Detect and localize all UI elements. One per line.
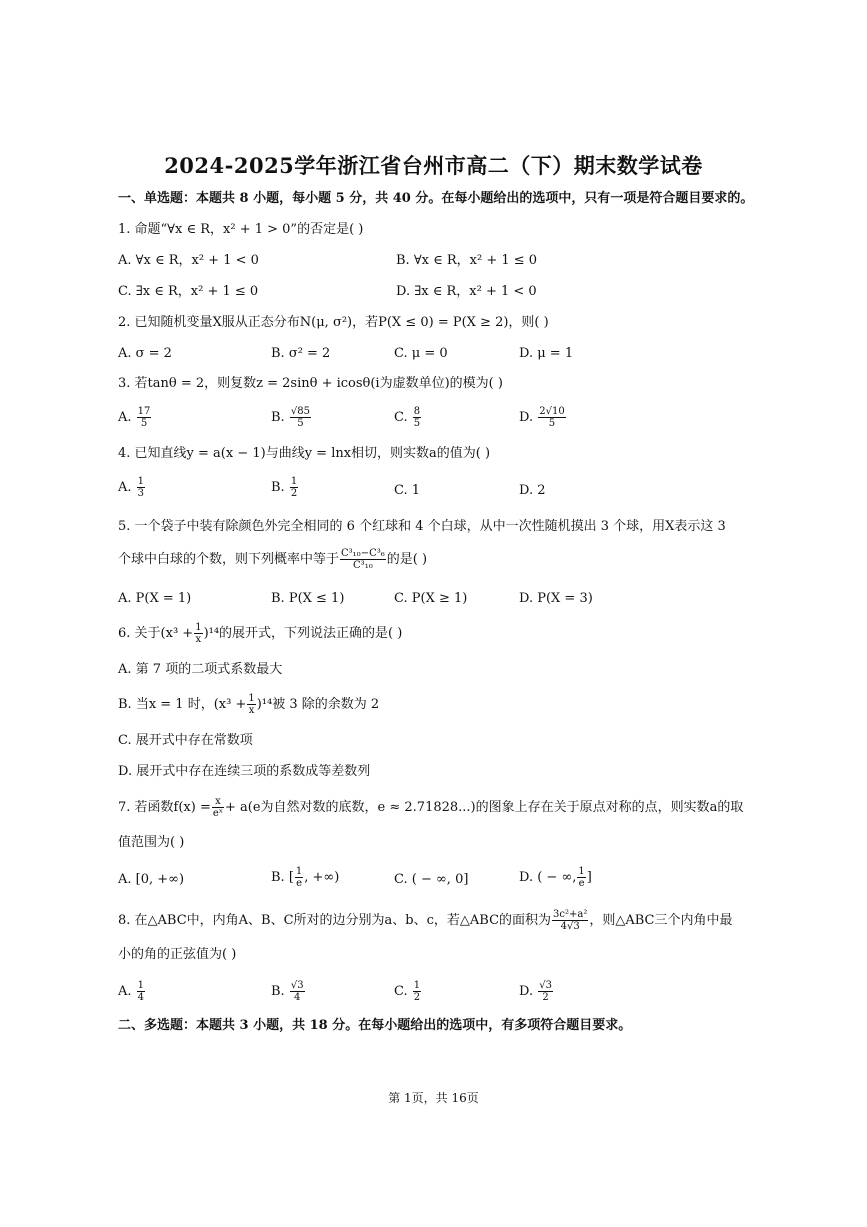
question-5-stem-line2: 个球中白球的个数，则下列概率中等于 $\frac{\text{C³₁₀−C³₆}}{\text{C³₁₀}}$ 的是( )	[118, 548, 428, 571]
fraction: $\frac{\text{C³₁₀−C³₆}}{\text{C³₁₀}}$	[341, 548, 385, 571]
fraction: $\frac{√3}{2}$	[539, 980, 552, 1003]
fraction: $\frac{17}{5}$	[137, 406, 151, 429]
fraction: $\frac{\text{3c²+a²}}{4√3}$	[553, 909, 588, 932]
question-4-option-d: D. 2	[519, 483, 546, 498]
question-6-option-c: C. 展开式中存在常数项	[118, 733, 253, 748]
question-7-option-a: A. [0, +∞)	[118, 872, 185, 887]
question-5-option-d: D. P(X = 3)	[519, 591, 593, 606]
question-1-option-a: A. ∀x ∈ R，x² + 1 < 0	[118, 253, 259, 268]
question-8-option-a: A. $\frac{1}{4}$	[118, 980, 145, 1003]
fraction: $\frac{1}{e}$	[578, 866, 585, 889]
question-6-option-b: B. 当x = 1 时，(x³ + $\frac{1}{x}$ )¹⁴被 3 除的余数为 2	[118, 693, 380, 716]
question-2-option-a: A. σ = 2	[118, 346, 172, 361]
question-4-option-a: A. $\frac{1}{3}$	[118, 476, 145, 499]
question-7-option-c: C. ( − ∞, 0]	[394, 872, 469, 887]
question-1-stem: 1. 命题“∀x ∈ R，x² + 1 > 0”的否定是( )	[118, 222, 364, 237]
fraction: $\frac{1}{2}$	[413, 980, 421, 1003]
fraction: $\frac{2√10}{5}$	[539, 406, 565, 429]
question-7-option-d: D. ( − ∞, $\frac{1}{e}$ ]	[519, 866, 592, 889]
question-7-stem-line2: 值范围为( )	[118, 835, 185, 850]
fraction: $\frac{8}{5}$	[413, 406, 421, 429]
fraction: $\frac{1}{e}$	[295, 866, 303, 889]
question-8-option-d: D. $\frac{√3}{2}$	[519, 980, 552, 1003]
question-2-stem: 2. 已知随机变量X服从正态分布N(μ, σ²)，若P(X ≤ 0) = P(X ≥ 2)，则( )	[118, 315, 549, 330]
question-4-option-c: C. 1	[394, 483, 421, 498]
fraction: $\frac{1}{x}$	[195, 622, 202, 645]
question-3-stem: 3. 若tanθ = 2，则复数z = 2sinθ + icosθ(i为虚数单位)的模为( )	[118, 376, 503, 391]
question-8-option-c: C. $\frac{1}{2}$	[394, 980, 421, 1003]
question-6-option-a: A. 第 7 项的二项式系数最大	[118, 662, 283, 677]
question-6-stem: 6. 关于(x³ + $\frac{1}{x}$ )¹⁴的展开式，下列说法正确的是( )	[118, 622, 403, 645]
section-multi-choice-heading: 二、多选题：本题共 3 小题，共 18 分。在每小题给出的选项中，有多项符合题目要求。	[118, 1018, 632, 1033]
section-single-choice-heading: 一、单选题：本题共 8 小题，每小题 5 分，共 40 分。在每小题给出的选项中，只有一项是符合题目要求的。	[118, 191, 754, 206]
question-2-option-c: C. μ = 0	[394, 346, 448, 361]
question-1-option-c: C. ∃x ∈ R，x² + 1 ≤ 0	[118, 284, 259, 299]
question-2-option-b: B. σ² = 2	[271, 346, 331, 361]
question-7-option-b: B. [ $\frac{1}{e}$ , +∞)	[271, 866, 340, 889]
question-5-option-c: C. P(X ≥ 1)	[394, 591, 468, 606]
question-3-option-c: C. $\frac{8}{5}$	[394, 406, 421, 429]
fraction: $\frac{1}{x}$	[248, 693, 255, 716]
question-1-option-b: B. ∀x ∈ R，x² + 1 ≤ 0	[396, 253, 538, 268]
fraction: $\frac{1}{3}$	[137, 476, 145, 499]
question-8-stem-line1: 8. 在△ABC中，内角A、B、C所对的边分别为a、b、c，若△ABC的面积为 $\frac{\text{3c²+a²}}{4√3}$ ，则△ABC三个内角中最	[118, 909, 733, 932]
question-1-option-d: D. ∃x ∈ R，x² + 1 < 0	[396, 284, 537, 299]
question-2-option-d: D. μ = 1	[519, 346, 574, 361]
question-8-stem-line2: 小的角的正弦值为( )	[118, 947, 237, 962]
question-5-stem-line1: 5. 一个袋子中装有除颜色外完全相同的 6 个红球和 4 个白球，从中一次性随机摸出 3 个球，用X表示这 3	[118, 519, 726, 534]
exam-title: 2024-2025学年浙江省台州市高二（下）期末数学试卷	[164, 153, 703, 178]
question-3-option-a: A. $\frac{17}{5}$	[118, 406, 151, 429]
question-4-option-b: B. $\frac{1}{2}$	[271, 476, 298, 499]
question-7-stem-line1: 7. 若函数f(x) = $\frac{x}{\text{eˣ}}$ + a(e为自然对数的底数，e ≈ 2.71828...)的图象上存在关于原点对称的点，则实数a的取	[118, 796, 744, 819]
fraction: $\frac{x}{\text{eˣ}}$	[212, 796, 224, 819]
question-6-option-d: D. 展开式中存在连续三项的系数成等差数列	[118, 764, 371, 779]
fraction: $\frac{1}{4}$	[137, 980, 145, 1003]
page-footer: 第 1页，共 16页	[388, 1091, 479, 1105]
question-5-option-b: B. P(X ≤ 1)	[271, 591, 345, 606]
question-3-option-b: B. $\frac{√85}{5}$	[271, 406, 310, 429]
question-8-option-b: B. $\frac{√3}{4}$	[271, 980, 304, 1003]
question-4-stem: 4. 已知直线y = a(x − 1)与曲线y = lnx相切，则实数a的值为( )	[118, 446, 491, 461]
question-3-option-d: D. $\frac{2√10}{5}$	[519, 406, 565, 429]
fraction: $\frac{1}{2}$	[290, 476, 298, 499]
question-5-option-a: A. P(X = 1)	[118, 591, 192, 606]
fraction: $\frac{√3}{4}$	[290, 980, 304, 1003]
fraction: $\frac{√85}{5}$	[290, 406, 310, 429]
